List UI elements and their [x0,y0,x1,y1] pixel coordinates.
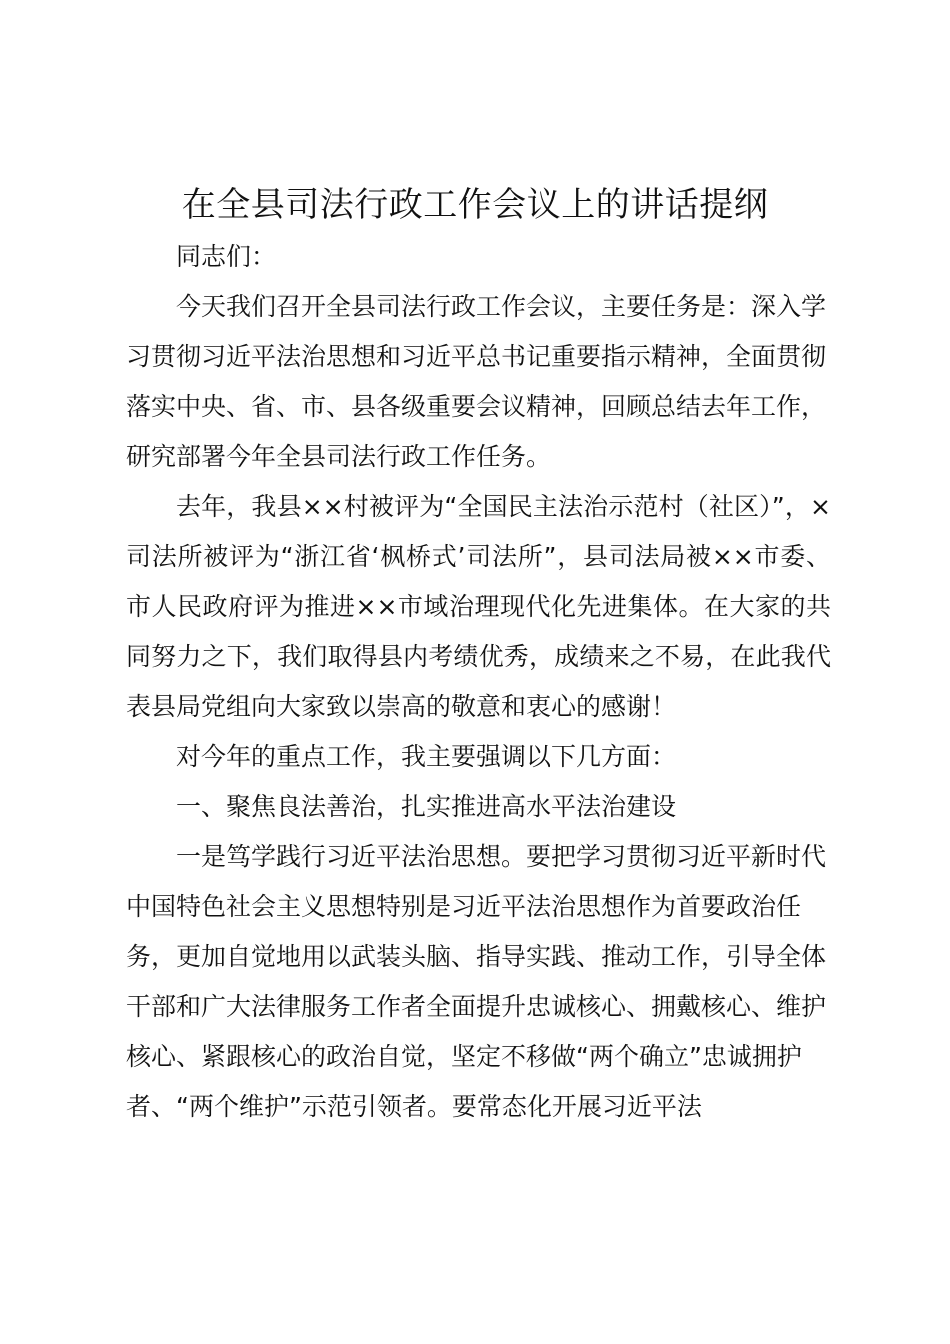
section-heading-one: 一、聚焦良法善治，扎实推进高水平法治建设 [176,792,677,821]
paragraph-meeting-purpose: 今天我们召开全县司法行政工作会议，主要任务是：深入学习贯彻习近平法治思想和习近平总书记重要指示精神，全面贯彻落实中央、省、市、县各级重要会议精神，回顾总结去年工作，研究部署今年全县司法行政工作任务。 [126,292,827,471]
paragraph-last-year-achievements: 去年，我县××村被评为“全国民主法治示范村（社区）”，×司法所被评为“浙江省‘枫桥式’司法所”，县司法局被××市委、市人民政府评为推进××市域治理现代化先进集体。在大家的共同努力之下，我们取得县内考绩优秀，成绩来之不易，在此我代表县局党组向大家致以崇高的敬意和衷心的感谢！ [126,492,831,721]
paragraph-study-rule-of-law: 一是笃学践行习近平法治思想。要把学习贯彻习近平新时代中国特色社会主义思想特别是习近平法治思想作为首要政治任务，更加自觉地用以武装头脑、指导实践、推动工作，引导全体干部和广大法律服务工作者全面提升忠诚核心、拥戴核心、维护核心、紧跟核心的政治自觉，坚定不移做“两个确立”忠诚拥护者、“两个维护”示范引领者。要常态化开展习近平法 [126,842,827,1121]
paragraph-key-work-intro: 对今年的重点工作，我主要强调以下几方面： [176,742,677,771]
greeting: 同志们： [176,242,277,271]
document-title: 在全县司法行政工作会议上的讲话提纲 [181,185,769,225]
document-body [126,232,831,1132]
